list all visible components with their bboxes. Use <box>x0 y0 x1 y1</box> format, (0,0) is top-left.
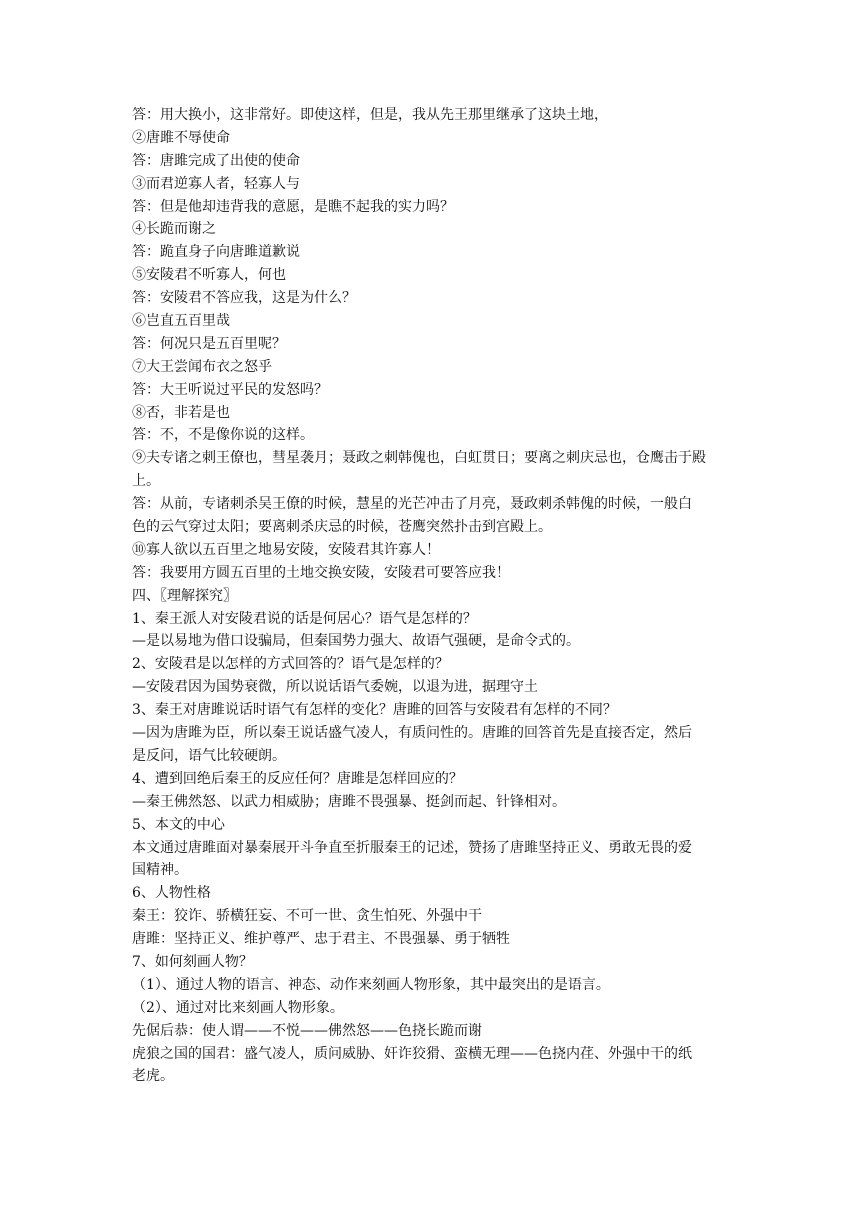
text-line: 1、秦王派人对安陵君说的话是何居心？语气是怎样的？ <box>132 610 477 627</box>
text-line: 2、安陵君是以怎样的方式回答的？语气是怎样的？ <box>132 656 449 673</box>
text-line: 秦王：狡诈、骄横狂妄、不可一世、贪生怕死、外强中干 <box>132 908 482 925</box>
text-line: 4、遭到回绝后秦王的反应任何？唐雎是怎样回应的？ <box>132 770 463 787</box>
text-line: 色的云气穿过太阳；要离刺杀庆忌的时候，苍鹰突然扑击到宫殿上。 <box>132 519 552 536</box>
text-line: 答：用大换小，这非常好。即使这样，但是，我从先王那里继承了这块土地， <box>132 107 608 123</box>
text-line: 是反问，语气比较硬朗。 <box>132 747 286 764</box>
text-line: —安陵君因为国势衰微，所以说话语气委婉，以退为进，据理守土 <box>132 679 538 696</box>
text-line: 先倨后恭：使人谓——不悦——佛然怒——色挠长跪而谢 <box>132 1022 482 1039</box>
text-line: ⑧否，非若是也 <box>132 404 230 421</box>
text-line: 3、秦王对唐雎说话时语气有怎样的变化？唐雎的回答与安陵君有怎样的不同？ <box>132 702 617 719</box>
text-line: 答：大王听说过平民的发怒吗？ <box>132 381 328 398</box>
text-line: 国精神。 <box>132 862 188 879</box>
text-line: ⑩寡人欲以五百里之地易安陵，安陵君其许寡人！ <box>132 541 440 558</box>
text-line: ③而君逆寡人者，轻寡人与 <box>132 175 300 192</box>
text-line: ④长跪而谢之 <box>132 221 216 238</box>
text-line: 老虎。 <box>132 1068 174 1085</box>
text-line: 虎狼之国的国君：盛气凌人，质问威胁、奸诈狡猾、蛮横无理——色挠内荏、外强中干的纸 <box>132 1045 692 1062</box>
text-line: —是以易地为借口设骗局，但秦国势力强大、故语气强硬，是命令式的。 <box>132 633 580 650</box>
text-line: 答：唐雎完成了出使的使命 <box>132 152 300 169</box>
text-line: 答：但是他却违背我的意愿，是瞧不起我的实力吗？ <box>132 198 454 215</box>
text-line: —秦王佛然怒、以武力相威胁；唐雎不畏强暴、挺剑而起、针锋相对。 <box>132 793 566 810</box>
text-line: ⑥岂直五百里哉 <box>132 313 230 330</box>
text-line: 答：安陵君不答应我，这是为什么？ <box>132 290 356 307</box>
text-line: 答：跪直身子向唐雎道歉说 <box>132 244 300 261</box>
text-line: ②唐雎不辱使命 <box>132 129 230 146</box>
text-line: ⑤安陵君不听寡人，何也 <box>132 267 286 284</box>
text-line: 唐雎：坚持正义、维护尊严、忠于君主、不畏强暴、勇于牺牲 <box>132 931 510 948</box>
text-line: 6、人物性格 <box>132 885 211 902</box>
text-line: 答：我要用方圆五百里的土地交换安陵，安陵君可要答应我！ <box>132 564 510 581</box>
text-line: 7、如何刻画人物？ <box>132 953 253 970</box>
text-line: —因为唐雎为臣，所以秦王说话盛气凌人，有质问性的。唐雎的回答首先是直接否定，然后 <box>132 725 692 742</box>
text-line: 上。 <box>132 473 160 490</box>
text-line: 四、〖理解探究〗 <box>132 587 237 604</box>
text-line: ⑦大王尝闻布衣之怒乎 <box>132 358 272 375</box>
text-line: 5、本文的中心 <box>132 816 225 833</box>
text-line: （2）、通过对比来刻画人物形象。 <box>132 999 344 1016</box>
document-body <box>132 104 736 1088</box>
text-line: 答：从前，专诸刺杀吴王僚的时候，慧星的光芒冲击了月亮，聂政刺杀韩傀的时候，一般白 <box>132 496 692 513</box>
text-line: 答：何况只是五百里呢？ <box>132 335 286 352</box>
text-line: ⑨夫专诸之刺王僚也，彗星袭月；聂政之刺韩傀也，白虹贯日；要离之刺庆忌也，仓鹰击于殿 <box>132 450 706 467</box>
text-line: 本文通过唐雎面对暴秦展开斗争直至折服秦王的记述，赞扬了唐雎坚持正义、勇敢无畏的爱 <box>132 839 692 856</box>
text-line: 答：不，不是像你说的这样。 <box>132 427 314 444</box>
text-line: （1）、通过人物的语言、神态、动作来刻画人物形象，其中最突出的是语言。 <box>132 976 610 993</box>
